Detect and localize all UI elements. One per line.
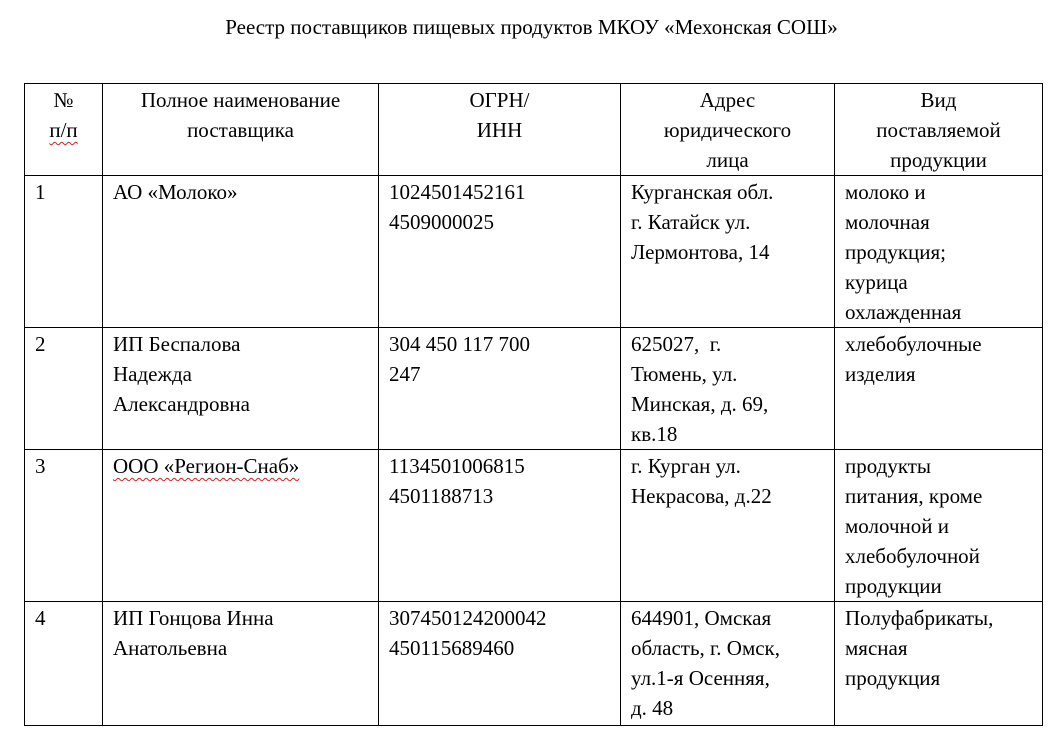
cell-kind-line: курица [845,270,908,294]
header-name [103,84,379,176]
cell-address-line: г. Курган ул. [631,454,741,478]
cell-address-line: д. 48 [631,696,674,720]
cell-kind [835,176,1043,328]
cell-ogrn [379,602,621,726]
cell-address-line: г. Катайск ул. [631,210,751,234]
cell-num: 3 [25,450,103,602]
cell-address-line: кв.18 [631,422,678,446]
cell-ogrn-line: 4501188713 [389,484,494,508]
header-name-line: Полное наименование [140,88,341,112]
header-num [25,84,103,176]
cell-name [103,328,379,450]
cell-address-line: Курганская обл. [631,180,774,204]
cell-ogrn-line: 4509000025 [389,210,494,234]
cell-kind [835,328,1043,450]
table-header-row [25,84,1043,176]
cell-kind-line: продукты [845,454,932,478]
cell-name-line: ООО «Регион-Снаб» [113,454,300,478]
cell-ogrn-line: 1024501452161 [389,180,526,204]
cell-name [103,450,379,602]
cell-kind-line: продукция; [845,240,946,264]
cell-ogrn [379,328,621,450]
header-ogrn-line: ИНН [476,118,523,142]
cell-address-line: Некрасова, д.22 [631,484,772,508]
cell-kind-line: молочная [845,210,930,234]
cell-name-line: Анатольевна [113,636,228,660]
cell-name-line: АО «Молоко» [113,180,238,204]
cell-address [621,328,835,450]
header-kind-line: Вид [920,88,957,112]
table-row [25,176,1043,328]
cell-kind-line: хлебобулочной [845,544,980,568]
cell-kind-line: питания, кроме [845,484,983,508]
cell-num: 1 [25,176,103,328]
cell-address-line: Тюмень, ул. [631,362,738,386]
header-address-line: лица [706,148,749,172]
header-name-line: поставщика [187,118,294,142]
cell-kind-line: хлебобулочные [845,332,982,356]
cell-address-line: Минская, д. 69, [631,392,769,416]
cell-address-line: ул.1-я Осенняя, [631,666,770,690]
cell-kind-line: продукция [845,666,941,690]
cell-address-line: 625027, г. [631,332,722,356]
header-kind-line: поставляемой [876,118,1001,142]
header-address-line: юридического [663,118,792,142]
cell-kind-line: мясная [845,636,908,660]
cell-name-line: Александровна [113,392,250,416]
cell-num: 2 [25,328,103,450]
cell-kind-line: изделия [845,362,916,386]
cell-name [103,176,379,328]
header-ogrn [379,84,621,176]
suppliers-table [24,83,1043,726]
cell-kind-line: Полуфабрикаты, [845,606,994,630]
cell-num: 4 [25,602,103,726]
cell-ogrn-line: 1134501006815 [389,454,525,478]
cell-name-line: ИП Гонцова Инна [113,606,274,630]
cell-address-line: область, г. Омск, [631,636,781,660]
header-address [621,84,835,176]
cell-kind [835,602,1043,726]
cell-kind-line: охлажденная [845,300,962,324]
cell-ogrn-line: 247 [389,362,421,386]
cell-kind-line: молоко и [845,180,926,204]
cell-ogrn [379,176,621,328]
header-ogrn-line: ОГРН/ [469,88,530,112]
table-row [25,450,1043,602]
header-num-line: п/п [49,118,78,142]
header-kind [835,84,1043,176]
cell-address [621,176,835,328]
cell-kind [835,450,1043,602]
cell-ogrn-line: 304 450 117 700 [389,332,530,356]
header-num-line: № [53,88,74,112]
cell-kind-line: молочной и [845,514,949,538]
cell-kind-line: продукции [845,574,942,598]
cell-address-line: Лермонтова, 14 [631,240,770,264]
header-kind-line: продукции [890,148,987,172]
header-address-line: Адрес [699,88,756,112]
cell-ogrn-line: 450115689460 [389,636,515,660]
cell-address [621,450,835,602]
table-row [25,328,1043,450]
cell-name [103,602,379,726]
cell-ogrn-line: 307450124200042 [389,606,547,630]
table-row [25,602,1043,726]
cell-ogrn [379,450,621,602]
cell-name-line: Надежда [113,362,193,386]
document-title: Реестр поставщиков пищевых продуктов МКОУ «Мехонская СОШ» [225,15,838,39]
cell-address [621,602,835,726]
cell-address-line: 644901, Омская [631,606,772,630]
cell-name-line: ИП Беспалова [113,332,241,356]
